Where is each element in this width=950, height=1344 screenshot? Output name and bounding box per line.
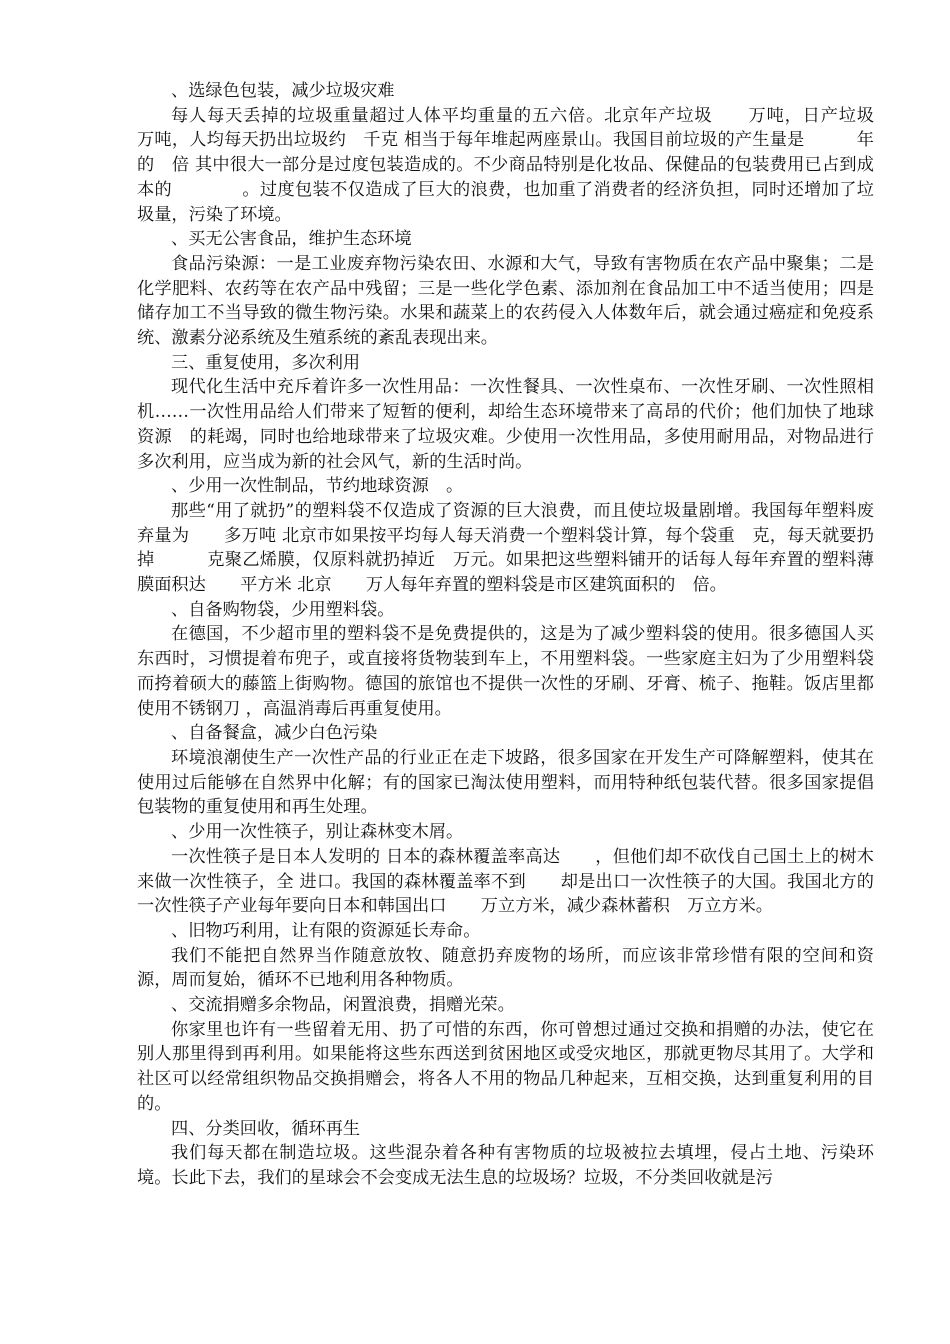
paragraph-chopsticks: 一次性筷子是日本人发明的 日本的森林覆盖率高达 ，但他们却不砍伐自己国土上的树木来做一次性筷子，全 进口。我国的森林覆盖率不到 却是出口一次性筷子的大国。我国北方的一次性筷子产业每年要向日本和韩国出口 万立方米，减少森林蓄积 万立方米。 — [137, 846, 874, 917]
section-heading-shopping-bag: 、自备购物袋，少用塑料袋。 — [171, 599, 395, 620]
paragraph-germany: 在德国，不少超市里的塑料袋不是免费提供的，这是为了减少塑料袋的使用。很多德国人买东西时，习惯提着布兜子，或直接将货物装到车上，不用塑料袋。一些家庭主妇为了少用塑料袋而挎着硕大的藤篮上街购物。德国的旅馆也不提供一次性的牙刷、牙膏、梳子、拖鞋。饭店里都使用不锈钢刀 ，高温消毒后再重复使用。 — [137, 624, 874, 719]
paragraph-garbage-sorting: 我们每天都在制造垃圾。这些混杂着各种有害物质的垃圾被拉去填埋，侵占土地、污染环境。长此下去，我们的星球会不会变成无法生息的垃圾场？垃圾，不分类回收就是污 — [137, 1143, 874, 1188]
section-heading-reuse-old-items: 、旧物巧利用，让有限的资源延长寿命。 — [171, 920, 481, 941]
paragraph-food-pollution: 食品污染源：一是工业废弃物污染农田、水源和大气，导致有害物质在农产品中聚集；二是化学肥料、农药等在农产品中残留；三是一些化学色素、添加剂在食品加工中不适当使用；四是储存加工不当导致的微生物污染。水果和蔬菜上的农药侵入人体数年后，就会通过癌症和免疫系统、激素分泌系统及生殖系统的紊乱表现出来。 — [137, 253, 874, 349]
section-heading-reuse: 三、重复使用，多次利用 — [171, 352, 361, 373]
section-heading-recycling: 四、分类回收，循环再生 — [171, 1118, 361, 1139]
paragraph-cherish-resources: 我们不能把自然界当作随意放牧、随意扔弃废物的场所，而应该非常珍惜有限的空间和资源，周而复始，循环不已地利用各种物质。 — [137, 945, 874, 991]
paragraph-exchange-donation: 你家里也许有一些留着无用、扔了可惜的东西，你可曾想过通过交换和捐赠的办法，使它在别人那里得到再利用。如果能将这些东西送到贫困地区或受灾地区，那就更物尽其用了。大学和社区可以经常组织物品交换捐赠会，将各人不用的物品几种起来，互相交换，达到重复利用的目的。 — [137, 1019, 874, 1114]
section-heading-lunch-box: 、自备餐盒，减少白色污染 — [171, 723, 378, 744]
paragraph-plastic-bags: 那些“用了就扔”的塑料袋不仅造成了资源的巨大浪费，而且使垃圾量剧增。我国每年塑料废弃量为 多万吨 北京市如果按平均每人每天消费一个塑料袋计算，每个袋重 克，每天就要扔掉 克聚乙烯膜，仅原料就扔掉近 万元。如果把这些塑料铺开的话每人每年弃置的塑料薄膜面积达 平方米 北京 万人每年弃置的塑料袋是市区建筑面积的 倍。 — [137, 500, 874, 596]
section-heading-fewer-disposables: 、少用一次性制品，节约地球资源 。 — [171, 476, 464, 497]
document-page — [137, 79, 909, 1191]
section-heading-chopsticks: 、少用一次性筷子，别让森林变木屑。 — [171, 822, 464, 843]
paragraph-degradable-plastic: 环境浪潮使生产一次性产品的行业正在走下坡路，很多国家在开发生产可降解塑料，使其在使用过后能够在自然界中化解；有的国家已淘汰使用塑料，而用特种纸包装代替。很多国家提倡包装物的重复使用和再生处理。 — [137, 747, 874, 818]
paragraph-packaging-waste: 每人每天丢掉的垃圾重量超过人体平均重量的五六倍。北京年产垃圾 万吨，日产垃圾 万吨，人均每天扔出垃圾约 千克 相当于每年堆起两座景山。我国目前垃圾的产生量是 年的 倍 其中很大一部分是过度包装造成的。不少商品特别是化妆品、保健品的包装费用已占到成本的 。过度包装不仅造成了巨大的浪费，也加重了消费者的经济负担，同时还增加了垃圾量，污染了环境。 — [137, 105, 909, 225]
section-heading-donation: 、交流捐赠多余物品，闲置浪费，捐赠光荣。 — [171, 995, 515, 1016]
section-heading-pollution-free-food: 、买无公害食品，维护生态环境 — [171, 229, 412, 250]
paragraph-disposable-items: 现代化生活中充斥着许多一次性用品：一次性餐具、一次性桌布、一次性牙刷、一次性照相机……一次性用品给人们带来了短暂的便利，却给生态环境带来了高昂的代价；他们加快了地球资源 的耗竭，同时也给地球带来了垃圾灾难。少使用一次性用品，多使用耐用品，对物品进行多次利用，应当成为新的社会风气，新的生活时尚。 — [137, 377, 874, 472]
section-heading-green-packaging: 、选绿色包装，减少垃圾灾难 — [171, 81, 395, 101]
